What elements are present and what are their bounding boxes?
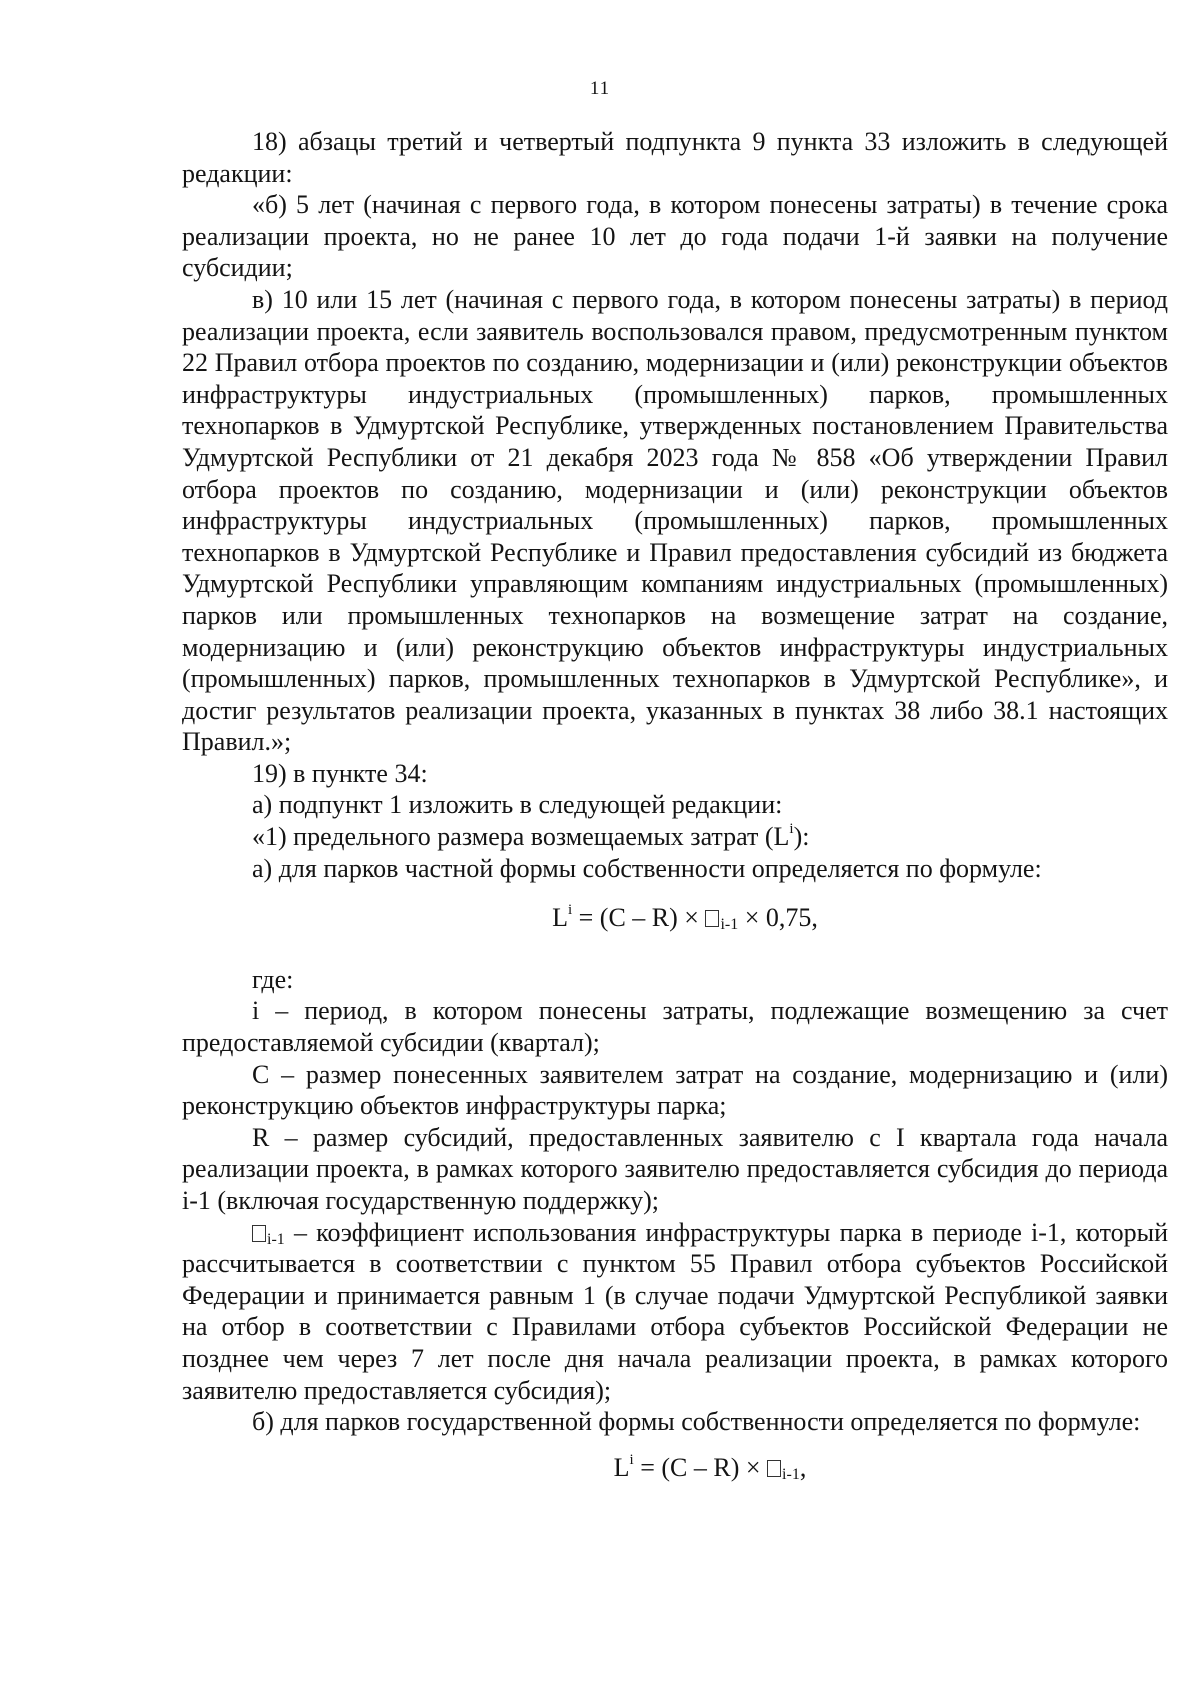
paragraph-subitem-v: в) 10 или 15 лет (начиная с первого года, в котором понесены затраты) в период реализации проекта, если заявитель воспользовался правом, предусмотренным пунктом 22 Правил отбора проектов по созданию, модернизации и (или) реконструкции объектов инфраструктуры индустриальных (промышленных) парков, промышленных технопарков в Удмуртской Республике, утвержденных постановлением Правительства Удмуртской Республики от 21 декабря 2023 года № 858 «Об утверждении Правил отбора проектов по созданию, модернизации и (или) реконструкции объектов инфраструктуры индустриальных (промышленных) парков, промышленных технопарков в Удмуртской Республике и Правил предоставления субсидий из бюджета Удмуртской Республики управляющим компаниям индустриальных (промышленных) парков или промышленных технопарков на возмещение затрат на создание, модернизацию и (или) реконструкцию объектов инфраструктуры индустриальных (промышленных) парков, промышленных технопарков в Удмуртской Республике», и достиг результатов реализации проекта, указанных в пунктах 38 либо 38.1 настоящих Правил.»;	[182, 284, 1168, 757]
page-number: 11	[589, 78, 611, 99]
definition-i: i – период, в котором понесены затраты, подлежащие возмещению за счет предоставляемой субсидии (квартал);	[182, 996, 1168, 1058]
paragraph-state-parks: б) для парков государственной формы собственности определяется по формуле:	[252, 1407, 1141, 1437]
definition-coefficient: $_{i-1}$ – коэффициент использования инфраструктуры парка в периоде i-1, который рассчитывается в соответствии с пунктом 55 Правил отбора субъектов Российской Федерации и принимается равным 1 (в случае подачи Удмуртской Республикой заявки на отбор в соответствии с Правилами отбора субъектов Российской Федерации не позднее чем через 7 лет после дня начала реализации проекта, в рамках которого заявителю предоставляется субсидия);	[182, 1217, 1168, 1405]
definition-r: R – размер субсидий, предоставленных заявителю с I квартала года начала реализации проекта, в рамках которого заявителю предоставляется субсидия до периода i-1 (включая государственную поддержку);	[182, 1122, 1168, 1215]
paragraph-where: где:	[252, 964, 294, 994]
missing-glyph-icon	[705, 910, 719, 927]
paragraph-subitem-a: а) подпункт 1 изложить в следующей редакции:	[252, 790, 783, 820]
formula-state: $L^i = (C - R) \times _{i-1}$,	[613, 1451, 807, 1483]
missing-glyph-icon	[252, 1225, 266, 1242]
paragraph-item-18: 18) абзацы третий и четвертый подпункта 9 пункта 33 изложить в следующей редакции:	[182, 127, 1168, 188]
paragraph-subitem-b: «б) 5 лет (начиная с первого года, в котором понесены затраты) в течение срока реализации проекта, но не ранее 10 лет до года подачи 1-й заявки на получение субсидии;	[182, 190, 1168, 283]
paragraph-max-cost-definition: «1) предельного размера возмещаемых затрат $(L^i)$:	[252, 821, 810, 852]
missing-glyph-icon	[767, 1460, 781, 1477]
paragraph-private-parks: а) для парков частной формы собственности определяется по формуле:	[252, 853, 1042, 883]
paragraph-item-19: 19) в пункте 34:	[252, 758, 428, 788]
definition-c: C – размер понесенных заявителем затрат на создание, модернизацию и (или) реконструкцию объектов инфраструктуры парка;	[182, 1059, 1168, 1121]
formula-private: $L^i = (C - R) \times _{i-1} \times 0,75$,	[552, 902, 818, 934]
document-body	[182, 126, 1168, 1483]
